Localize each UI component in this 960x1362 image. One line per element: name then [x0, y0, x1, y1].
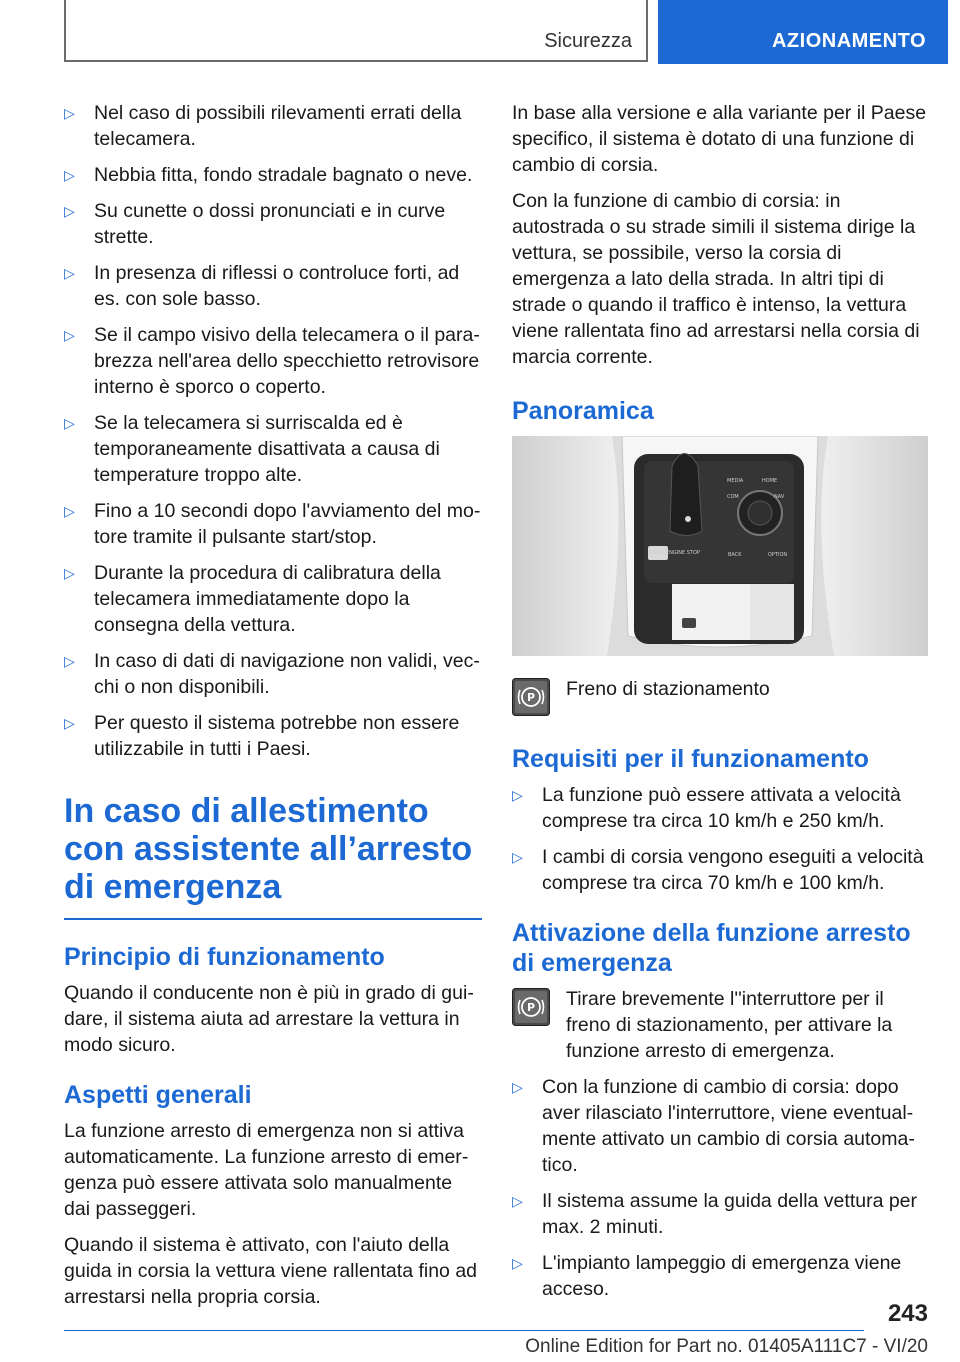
list-item-text: I cambi di corsia vengono eseguiti a velocità comprese tra circa 70 km/h e 100 km/h. — [542, 846, 924, 894]
aspetti-paragraph-2: Quando il sistema è attivato, con l'aiuto della guida in corsia la vettura viene rallentata fino ad arrestarsi nella propria corsia. — [64, 1234, 478, 1308]
conditions-list — [64, 100, 482, 762]
panoramica-heading: Panoramica — [512, 397, 654, 425]
center-console-illustration — [512, 436, 928, 656]
triangle-right-outline-icon: ▷ — [512, 787, 523, 803]
list-item — [64, 498, 482, 550]
triangle-right-outline-icon: ▷ — [64, 327, 75, 343]
section-heading: In caso di allestimento con assistente all’arresto di emergenza — [64, 792, 482, 920]
list-item-text: Il sistema assume la guida della vettura per max. 2 minuti. — [542, 1190, 918, 1238]
triangle-right-outline-icon: ▷ — [512, 1255, 523, 1271]
requisiti-list — [512, 782, 928, 896]
list-item — [64, 710, 482, 762]
aspetti-heading: Aspetti generali — [64, 1081, 252, 1109]
list-item — [64, 260, 482, 312]
edition-footer: Online Edition for Part no. 01405A111C7 - VI/20 — [525, 1336, 928, 1357]
triangle-right-outline-icon: ▷ — [64, 265, 75, 281]
list-item — [64, 322, 482, 400]
list-item-text: Su cunette o dossi pronunciati e in curve strette. — [94, 200, 446, 248]
list-item — [512, 1188, 928, 1240]
list-item — [512, 1250, 928, 1302]
list-item — [64, 162, 482, 188]
triangle-right-outline-icon: ▷ — [512, 1193, 523, 1209]
triangle-right-outline-icon: ▷ — [512, 1079, 523, 1095]
list-item-text: Durante la procedura di calibratura della telecamera immediatamente dopo la consegna della vettura. — [94, 562, 441, 636]
console-button-label: HOME — [762, 478, 778, 484]
attivazione-list — [512, 1074, 928, 1302]
triangle-right-outline-icon: ▷ — [64, 653, 75, 669]
list-item — [64, 648, 482, 700]
list-item-text: Se il campo visivo della telecamera o il parabrezza nell'area dello specchietto retrovisore interno è sporco o coperto. — [94, 324, 480, 398]
list-item-text: Fino a 10 secondi dopo l'avviamento del motore tramite il pulsante start/stop. — [94, 500, 481, 548]
list-item-text: Se la telecamera si surriscalda ed è temporaneamente disattivata a causa di temperature troppo alte. — [94, 412, 440, 486]
page-number: 243 — [887, 1300, 928, 1327]
triangle-right-outline-icon: ▷ — [64, 167, 75, 183]
list-item-text: La funzione può essere attivata a velocità comprese tra circa 10 km/h e 250 km/h. — [542, 784, 901, 832]
header-chapter-label: AZIONAMENTO — [771, 30, 926, 52]
footer-divider — [64, 1330, 864, 1331]
console-button-label: COM — [727, 494, 739, 500]
list-item — [64, 198, 482, 250]
left-column — [64, 100, 482, 1320]
console-button-label: MEDIA — [727, 478, 744, 484]
attivazione-heading: Attivazione della funzione arresto di emergenza — [512, 919, 911, 977]
principio-text: Quando il conducente non è più in grado di guidare, il sistema aiuta ad arrestare la vettura in modo sicuro. — [64, 982, 474, 1056]
list-item-text: Nel caso di possibili rilevamenti errati della telecamera. — [94, 102, 462, 150]
console-button-label: BACK — [728, 552, 742, 558]
triangle-right-outline-icon: ▷ — [64, 503, 75, 519]
header-section-label: Sicurezza — [544, 30, 632, 52]
list-item — [512, 782, 928, 834]
list-item — [512, 1074, 928, 1178]
parking-brake-caption-row — [512, 676, 928, 722]
list-item-text: L'impianto lampeggio di emergenza viene acceso. — [542, 1252, 902, 1300]
console-button-label: NAV — [774, 494, 785, 500]
attivazione-instruction: Tirare brevemente l''interruttore per il freno di stazionamento, per attivare la funzione arresto di emergenza. — [566, 988, 893, 1062]
principio-heading: Principio di funzionamento — [64, 943, 385, 971]
header-chapter-tab — [658, 0, 948, 64]
list-item-text: Con la funzione di cambio di corsia: dopo aver rilasciato l'interruttore, viene eventualmente attivato un cambio di corsia automatico. — [542, 1076, 915, 1176]
triangle-right-outline-icon: ▷ — [64, 715, 75, 731]
parking-brake-caption: Freno di stazionamento — [566, 678, 770, 700]
aspetti-paragraph-1: La funzione arresto di emergenza non si attiva automaticamente. La funzione arresto di emergenza può essere attivata solo manualmente dai passeggeri. — [64, 1120, 469, 1220]
right-column — [512, 100, 928, 1312]
list-item-text: In presenza di riflessi o controluce forti, ad es. con sole basso. — [94, 262, 460, 310]
console-button-label: START ENGINE STOP — [649, 550, 700, 556]
lane-change-paragraph: Con la funzione di cambio di corsia: in autostrada o su strade simili il sistema dirige la vettura, se possibile, verso la corsia di emergenza a lato della strada. In altri tipi di strade o quando il traffico è intenso, la vettura viene rallentata fino ad arrestarsi nella corsia di marcia corrente. — [512, 190, 920, 368]
attivazione-instruction-row — [512, 986, 928, 1064]
triangle-right-outline-icon: ▷ — [64, 105, 75, 121]
variant-paragraph: In base alla versione e alla variante per il Paese specifico, il sistema è dotato di una funzione di cambio di corsia. — [512, 102, 927, 176]
parking-brake-icon — [512, 988, 550, 1026]
triangle-right-outline-icon: ▷ — [512, 849, 523, 865]
requisiti-heading: Requisiti per il funzionamento — [512, 745, 869, 773]
list-item-text: Per questo il sistema potrebbe non essere utilizzabile in tutti i Paesi. — [94, 712, 460, 760]
list-item-text: Nebbia fitta, fondo stradale bagnato o neve. — [94, 164, 473, 186]
list-item-text: In caso di dati di navigazione non validi, vecchi o non disponibili. — [94, 650, 480, 698]
list-item — [512, 844, 928, 896]
triangle-right-outline-icon: ▷ — [64, 415, 75, 431]
triangle-right-outline-icon: ▷ — [64, 565, 75, 581]
header-section-tab — [64, 0, 648, 62]
svg-text:P: P — [526, 1001, 536, 1014]
console-button-label: OPTION — [768, 552, 788, 558]
list-item — [64, 560, 482, 638]
list-item — [64, 410, 482, 488]
center-console-photo — [512, 436, 928, 656]
parking-brake-icon — [512, 678, 550, 716]
list-item — [64, 100, 482, 152]
triangle-right-outline-icon: ▷ — [64, 203, 75, 219]
svg-text:P: P — [526, 691, 536, 704]
